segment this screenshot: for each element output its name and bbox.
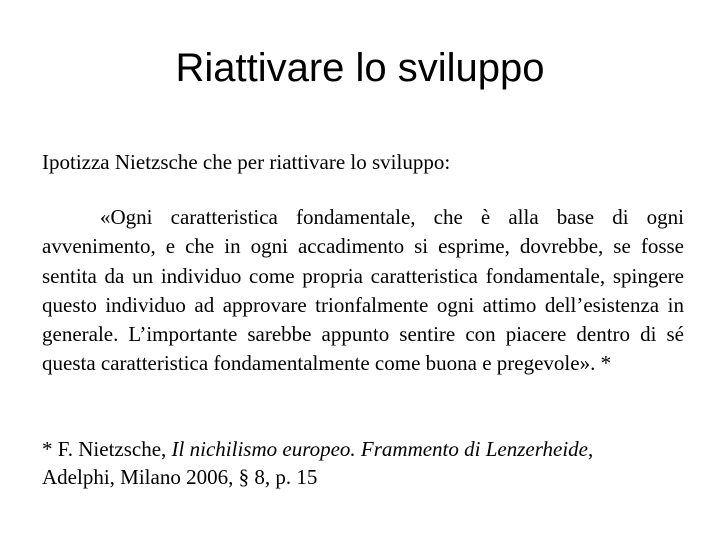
footnote [42,435,684,491]
slide-title: Riattivare lo sviluppo [175,46,545,90]
intro-text: Ipotizza Nietzsche che per riattivare lo sviluppo: [42,150,451,174]
quote-text: «Ogni caratteristica fondamentale, che è alla base di ogni avvenimento, e che in ogni accadimento si esprime, dovrebbe, se fosse sentita da un individuo come propria caratteristica fondamentale, spingere questo individuo ad approvare trionfalmente ogni attimo dell’esistenza in generale. L’importante sarebbe appunto sentire con piacere dentro di sé questa caratteristica fondamentalmente come buona e pregevole». * [42,205,684,376]
footnote-separator: , [588,437,594,461]
footnote-work-title: Il nichilismo europeo. Frammento di Lenzerheide [171,437,588,461]
footnote-prefix: * F. Nietzsche, [42,437,172,461]
footnote-publication: Adelphi, Milano 2006, § 8, p. 15 [42,465,318,489]
